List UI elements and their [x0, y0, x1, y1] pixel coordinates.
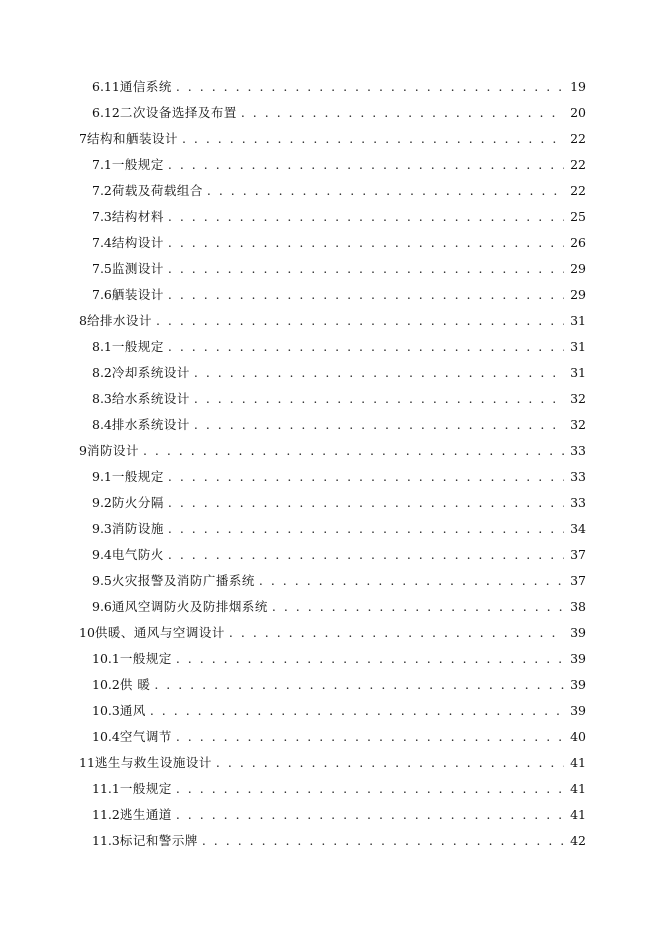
toc-entry[interactable] [0, 334, 662, 360]
section-number: 11.3 [92, 833, 120, 848]
page-number: 37 [570, 573, 586, 588]
page-number: 31 [570, 339, 586, 354]
toc-entry[interactable] [0, 360, 662, 386]
page-number: 33 [570, 495, 586, 510]
toc-entry[interactable] [0, 802, 662, 828]
toc-entry[interactable] [0, 646, 662, 672]
dot-leader [154, 672, 564, 698]
dot-leader [168, 204, 564, 230]
page-number: 41 [570, 807, 586, 822]
section-number: 9.2 [92, 495, 112, 510]
dot-leader [202, 828, 564, 854]
dot-leader [168, 516, 564, 542]
section-number: 8 [79, 313, 87, 328]
section-number: 11.1 [92, 781, 120, 796]
page-number: 38 [570, 599, 586, 614]
section-number: 11.2 [92, 807, 120, 822]
toc-entry[interactable] [0, 230, 662, 256]
dot-leader [143, 438, 564, 464]
section-title: 供暖、通风与空调设计 [94, 625, 225, 640]
section-number: 7.1 [92, 157, 112, 172]
page-number: 37 [570, 547, 586, 562]
section-title: 消防设施 [111, 521, 164, 536]
page-number: 39 [570, 677, 586, 692]
page-number: 19 [570, 79, 586, 94]
section-title: 一般规定 [119, 651, 172, 666]
toc-entry[interactable] [0, 750, 662, 776]
section-number: 9.5 [92, 573, 112, 588]
section-number: 8.3 [92, 391, 112, 406]
toc-entry[interactable] [0, 724, 662, 750]
toc-entry[interactable] [0, 282, 662, 308]
section-title: 通风空调防火及防排烟系统 [111, 599, 268, 614]
section-number: 7.6 [92, 287, 112, 302]
section-title: 结构设计 [111, 235, 164, 250]
section-number: 10.4 [92, 729, 120, 744]
toc-entry[interactable] [0, 438, 662, 464]
section-number: 9.3 [92, 521, 112, 536]
page-number: 39 [570, 625, 586, 640]
dot-leader [182, 126, 564, 152]
section-number: 7 [79, 131, 87, 146]
dot-leader [194, 412, 564, 438]
dot-leader [176, 802, 564, 828]
toc-entry[interactable] [0, 412, 662, 438]
section-title: 逃生与救生设施设计 [94, 755, 212, 770]
section-title: 给排水设计 [86, 313, 152, 328]
section-number: 7.3 [92, 209, 112, 224]
table-of-contents [0, 74, 662, 854]
toc-entry[interactable] [0, 178, 662, 204]
toc-entry[interactable] [0, 74, 662, 100]
page-number: 22 [570, 183, 586, 198]
section-number: 7.5 [92, 261, 112, 276]
section-title: 舾装设计 [111, 287, 164, 302]
dot-leader [168, 542, 564, 568]
toc-entry[interactable] [0, 620, 662, 646]
section-number: 6.11 [92, 79, 120, 94]
section-number: 11 [79, 755, 95, 770]
toc-entry[interactable] [0, 308, 662, 334]
section-number: 7.4 [92, 235, 112, 250]
section-number: 9.4 [92, 547, 112, 562]
dot-leader [272, 594, 564, 620]
dot-leader [168, 152, 564, 178]
toc-entry[interactable] [0, 464, 662, 490]
section-title: 通风 [119, 703, 146, 718]
toc-entry[interactable] [0, 490, 662, 516]
section-number: 10 [79, 625, 95, 640]
page-number: 41 [570, 781, 586, 796]
dot-leader [168, 490, 564, 516]
section-number: 8.1 [92, 339, 112, 354]
page-number: 20 [570, 105, 586, 120]
toc-entry[interactable] [0, 516, 662, 542]
section-title: 逃生通道 [119, 807, 172, 822]
section-number: 7.2 [92, 183, 112, 198]
section-title: 通信系统 [119, 79, 172, 94]
page-number: 22 [570, 157, 586, 172]
page-number: 29 [570, 261, 586, 276]
toc-entry[interactable] [0, 152, 662, 178]
section-number: 8.4 [92, 417, 112, 432]
section-number: 10.2 [92, 677, 120, 692]
section-number: 8.2 [92, 365, 112, 380]
page-number: 32 [570, 417, 586, 432]
section-title: 结构和舾装设计 [86, 131, 178, 146]
toc-entry[interactable] [0, 100, 662, 126]
section-title: 监测设计 [111, 261, 164, 276]
toc-entry[interactable] [0, 672, 662, 698]
dot-leader [216, 750, 564, 776]
section-title: 一般规定 [119, 781, 172, 796]
section-title: 一般规定 [111, 469, 164, 484]
dot-leader [259, 568, 564, 594]
page-number: 42 [570, 833, 586, 848]
dot-leader [229, 620, 564, 646]
page-number: 31 [570, 365, 586, 380]
section-title: 给水系统设计 [111, 391, 190, 406]
page-number: 29 [570, 287, 586, 302]
dot-leader [194, 360, 564, 386]
dot-leader [176, 74, 564, 100]
dot-leader [194, 386, 564, 412]
section-number: 10.3 [92, 703, 120, 718]
page-number: 32 [570, 391, 586, 406]
toc-entry[interactable] [0, 828, 662, 854]
page-number: 33 [570, 469, 586, 484]
section-title: 防火分隔 [111, 495, 164, 510]
dot-leader [168, 282, 564, 308]
toc-entry[interactable] [0, 542, 662, 568]
dot-leader [168, 334, 564, 360]
section-number: 9.1 [92, 469, 112, 484]
section-title: 电气防火 [111, 547, 164, 562]
dot-leader [156, 308, 564, 334]
dot-leader [168, 464, 564, 490]
toc-entry[interactable] [0, 204, 662, 230]
dot-leader [176, 724, 564, 750]
page-number: 39 [570, 703, 586, 718]
section-title: 荷载及荷载组合 [111, 183, 203, 198]
section-title: 消防设计 [86, 443, 139, 458]
toc-entry[interactable] [0, 568, 662, 594]
section-title: 一般规定 [111, 339, 164, 354]
section-title: 二次设备选择及布置 [119, 105, 237, 120]
section-number: 9 [79, 443, 87, 458]
toc-entry[interactable] [0, 256, 662, 282]
section-title: 火灾报警及消防广播系统 [111, 573, 255, 588]
toc-entry[interactable] [0, 776, 662, 802]
page-number: 39 [570, 651, 586, 666]
section-title: 冷却系统设计 [111, 365, 190, 380]
section-title: 结构材料 [111, 209, 164, 224]
page-number: 40 [570, 729, 586, 744]
page-number: 31 [570, 313, 586, 328]
page-number: 33 [570, 443, 586, 458]
dot-leader [176, 646, 564, 672]
dot-leader [241, 100, 564, 126]
dot-leader [176, 776, 564, 802]
section-title: 空气调节 [119, 729, 172, 744]
toc-entry[interactable] [0, 698, 662, 724]
page-number: 34 [570, 521, 586, 536]
page-number: 41 [570, 755, 586, 770]
section-title: 排水系统设计 [111, 417, 190, 432]
page-number: 25 [570, 209, 586, 224]
dot-leader [168, 256, 564, 282]
section-title: 标记和警示牌 [119, 833, 198, 848]
toc-entry[interactable] [0, 594, 662, 620]
page-number: 26 [570, 235, 586, 250]
section-title: 供 暖 [119, 677, 151, 692]
dot-leader [207, 178, 564, 204]
toc-entry[interactable] [0, 386, 662, 412]
section-number: 6.12 [92, 105, 120, 120]
page-number: 22 [570, 131, 586, 146]
dot-leader [168, 230, 564, 256]
section-title: 一般规定 [111, 157, 164, 172]
toc-entry[interactable] [0, 126, 662, 152]
dot-leader [150, 698, 564, 724]
section-number: 9.6 [92, 599, 112, 614]
section-number: 10.1 [92, 651, 120, 666]
